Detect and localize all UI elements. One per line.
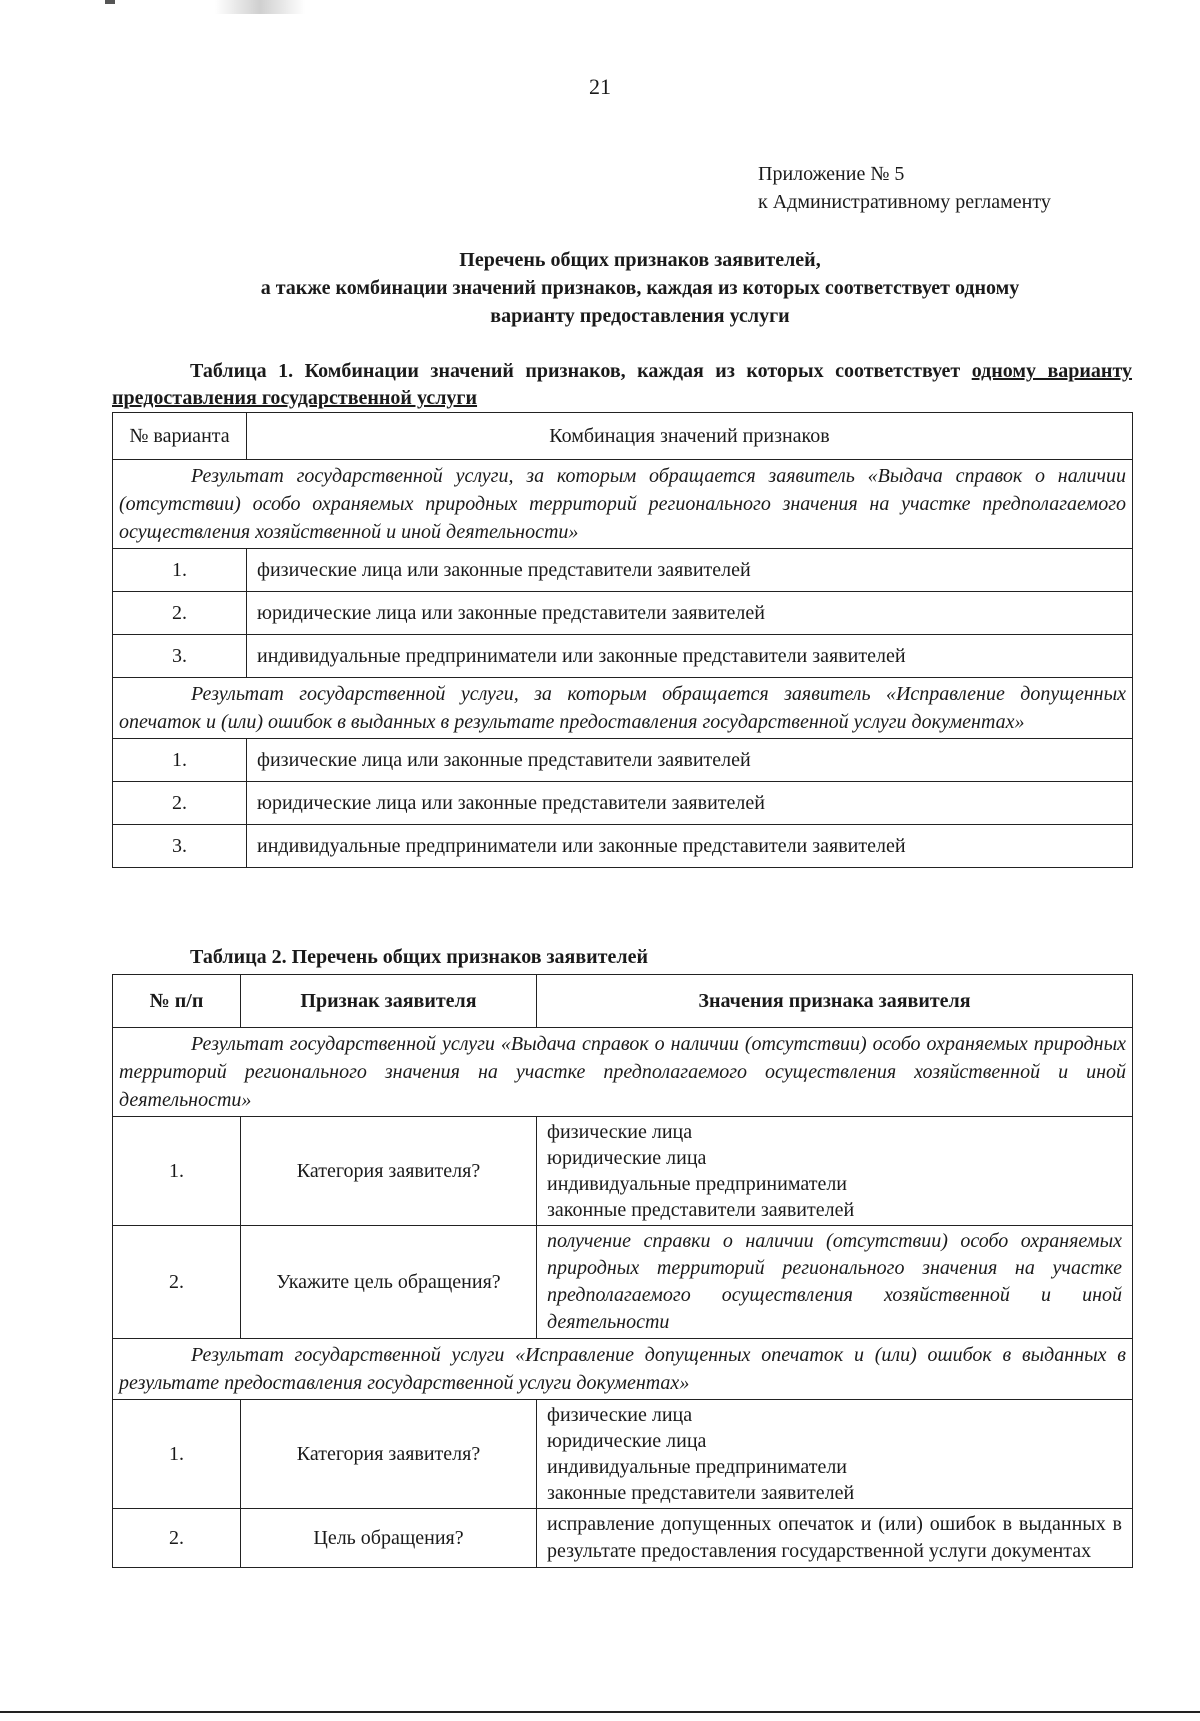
section-row: [113, 678, 1133, 739]
column-header: Признак заявителя: [241, 975, 537, 1028]
row-value: юридические лица или законные представители заявителей: [247, 782, 1133, 825]
table-row: [113, 739, 1133, 782]
table-row: [113, 1400, 1133, 1509]
table-row: [113, 635, 1133, 678]
table-row: [113, 825, 1133, 868]
scan-artifact: [105, 0, 115, 4]
row-number: 3.: [113, 635, 247, 678]
section-row: [113, 460, 1133, 549]
table-header-row: [113, 975, 1133, 1028]
scan-artifact: [215, 0, 305, 14]
sign-values: исправление допущенных опечаток и (или) ошибок в выданных в результате предоставления государственной услуги документах: [537, 1509, 1133, 1568]
section-title: Результат государственной услуги «Выдача справок о наличии (отсутствии) особо охраняемых природных территорий регионального значения на участке предполагаемого осуществления хозяйственной и иной деятельности»: [113, 1028, 1133, 1117]
table-row: [113, 782, 1133, 825]
row-value: юридические лица или законные представители заявителей: [247, 592, 1133, 635]
document-title: [150, 246, 1130, 330]
section-row: [113, 1028, 1133, 1117]
table-header-row: [113, 413, 1133, 460]
title-line: варианту предоставления услуги: [490, 305, 790, 327]
value-item: физические лица: [547, 1121, 693, 1143]
column-header: Значения признака заявителя: [537, 975, 1133, 1028]
appendix-note: [758, 160, 1051, 216]
row-number: 3.: [113, 825, 247, 868]
row-value: физические лица или законные представители заявителей: [247, 549, 1133, 592]
value-item: юридические лица: [547, 1430, 707, 1452]
row-number: 1.: [113, 549, 247, 592]
row-number: 2.: [113, 1509, 241, 1568]
table-row: [113, 549, 1133, 592]
value-item: физические лица: [547, 1404, 693, 1426]
sign-values: [537, 1117, 1133, 1226]
section-title: Результат государственной услуги, за которым обращается заявитель «Выдача справок о наличии (отсутствии) особо охраняемых природных территорий регионального значения на участке предполагаемого осуществления хозяйственной и иной деятельности»: [113, 460, 1133, 549]
appendix-line: Приложение № 5: [758, 163, 905, 185]
table2-caption: Таблица 2. Перечень общих признаков заявителей: [190, 946, 649, 968]
caption-part: Таблица 1. Комбинации значений признаков, каждая из которых соответствует: [190, 360, 961, 382]
row-number: 2.: [113, 592, 247, 635]
table-row: [113, 1509, 1133, 1568]
sign-name: Цель обращения?: [241, 1509, 537, 1568]
table1-caption: [112, 358, 1132, 412]
column-header: Комбинация значений признаков: [247, 413, 1133, 460]
column-header: № п/п: [113, 975, 241, 1028]
row-value: индивидуальные предприниматели или законные представители заявителей: [247, 635, 1133, 678]
row-number: 2.: [113, 782, 247, 825]
row-number: 1.: [113, 1117, 241, 1226]
value-item: индивидуальные предприниматели: [547, 1173, 847, 1195]
table-row: [113, 1226, 1133, 1339]
row-value: физические лица или законные представители заявителей: [247, 739, 1133, 782]
sign-name: Категория заявителя?: [241, 1117, 537, 1226]
value-item: юридические лица: [547, 1147, 707, 1169]
row-value: индивидуальные предприниматели или законные представители заявителей: [247, 825, 1133, 868]
table1: [112, 412, 1133, 868]
row-number: 1.: [113, 1400, 241, 1509]
table-row: [113, 592, 1133, 635]
table-row: [113, 1117, 1133, 1226]
caption-part: одному варианту предоставления государственной услуги: [112, 360, 1133, 409]
row-number: 2.: [113, 1226, 241, 1339]
table2: [112, 974, 1133, 1568]
appendix-line: к Административному регламенту: [758, 191, 1051, 213]
row-number: 1.: [113, 739, 247, 782]
sign-name: Категория заявителя?: [241, 1400, 537, 1509]
sign-values: [537, 1400, 1133, 1509]
title-line: а также комбинации значений признаков, каждая из которых соответствует одному: [260, 277, 1020, 299]
value-item: законные представители заявителей: [547, 1199, 855, 1221]
sign-name: Укажите цель обращения?: [241, 1226, 537, 1339]
sign-values: получение справки о наличии (отсутствии) особо охраняемых природных территорий регионального значения на участке предполагаемого осуществления хозяйственной и иной деятельности: [537, 1226, 1133, 1339]
section-title: Результат государственной услуги «Исправление допущенных опечаток и (или) ошибок в выданных в результате предоставления государственной услуги документах»: [113, 1339, 1133, 1400]
value-item: законные представители заявителей: [547, 1482, 855, 1504]
value-item: индивидуальные предприниматели: [547, 1456, 847, 1478]
title-line: Перечень общих признаков заявителей,: [459, 249, 821, 271]
section-title: Результат государственной услуги, за которым обращается заявитель «Исправление допущенных опечаток и (или) ошибок в выданных в результате предоставления государственной услуги документах»: [113, 678, 1133, 739]
column-header: № варианта: [113, 413, 247, 460]
section-row: [113, 1339, 1133, 1400]
scan-edge-line: [0, 1711, 1200, 1713]
page-number: 21: [589, 74, 611, 99]
